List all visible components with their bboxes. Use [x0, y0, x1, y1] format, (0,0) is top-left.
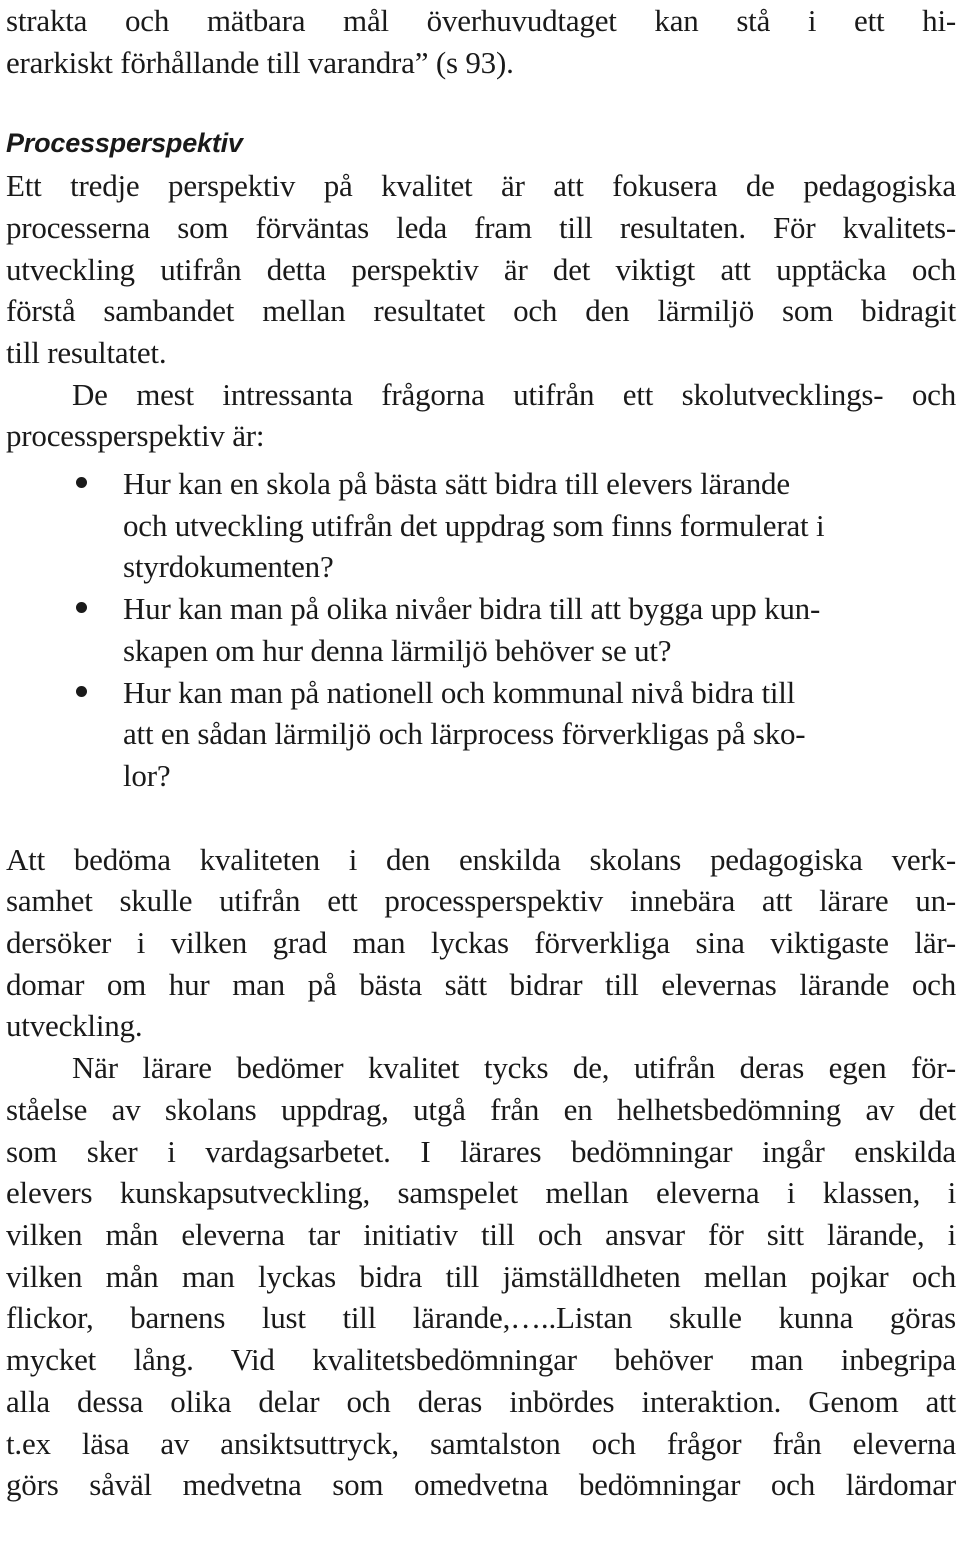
- text-line: mycket lång. Vid kvalitetsbedömningar behöver man inbegripa: [6, 1342, 956, 1378]
- questions-list: [6, 463, 956, 797]
- text-line: till resultatet.: [6, 334, 167, 370]
- text-line: utveckling.: [6, 1008, 143, 1044]
- section-heading: Processperspektiv: [6, 128, 243, 159]
- text-line: som sker i vardagsarbetet. I lärares bedömningar ingår enskilda: [6, 1133, 956, 1169]
- list-item: [6, 672, 956, 797]
- text-line: samhet skulle utifrån ett processperspektiv innebära att lärare un-: [6, 883, 956, 919]
- bullet-icon: [76, 477, 87, 488]
- intro-paragraph: [6, 0, 956, 83]
- text-line: dersöker i vilken grad man lyckas förverkliga sina viktigaste lär-: [6, 925, 956, 961]
- text-line: ståelse av skolans uppdrag, utgå från en helhetsbedömning av det: [6, 1091, 956, 1127]
- list-item: [6, 588, 956, 671]
- text-line: flickor, barnens lust till lärande,…..Listan skulle kunna göras: [6, 1300, 956, 1336]
- text-line: elevers kunskapsutveckling, samspelet mellan eleverna i klassen, i: [6, 1175, 956, 1211]
- text-line: domar om hur man på bästa sätt bidrar till elevernas lärande och: [6, 966, 956, 1002]
- text-line: förstå sambandet mellan resultatet och den lärmiljö som bidragit: [6, 293, 956, 329]
- text-line: Hur kan en skola på bästa sätt bidra till elevers lärande: [123, 466, 790, 502]
- document-page: [6, 0, 956, 1506]
- paragraph-process-perspective: [6, 165, 956, 374]
- spacer: [6, 83, 956, 123]
- text-line: De mest intressanta frågorna utifrån ett skolutvecklings- och: [72, 376, 956, 412]
- text-line: utveckling utifrån detta perspektiv är det viktigt att upptäcka och: [6, 251, 956, 287]
- bullet-icon: [76, 686, 87, 697]
- text-line: processperspektiv är:: [6, 418, 265, 454]
- text-line: strakta och mätbara mål överhuvudtaget kan stå i ett hi-: [6, 3, 956, 38]
- text-line: görs såväl medvetna som omedvetna bedömningar och lärdomar: [6, 1467, 956, 1503]
- text-line: styrdokumenten?: [123, 549, 334, 585]
- text-line: När lärare bedömer kvalitet tycks de, utifrån deras egen för-: [72, 1050, 956, 1086]
- text-line: t.ex läsa av ansiktsuttryck, samtalston och frågor från eleverna: [6, 1425, 956, 1461]
- text-line: och utveckling utifrån det uppdrag som finns formulerat i: [123, 507, 825, 543]
- spacer: [6, 797, 956, 839]
- text-line: vilken mån man lyckas bidra till jämställdheten mellan pojkar och: [6, 1258, 956, 1294]
- text-line: erarkiskt förhållande till varandra” (s 93).: [6, 44, 514, 80]
- text-line: att en sådan lärmiljö och lärprocess förverkligas på sko-: [123, 716, 806, 752]
- paragraph-assessment: [6, 839, 956, 1048]
- text-line: vilken mån eleverna tar initiativ till och ansvar för sitt lärande, i: [6, 1216, 956, 1252]
- paragraph-teacher-judgement: [6, 1047, 956, 1506]
- bullet-icon: [76, 602, 87, 613]
- paragraph-questions-intro: [6, 374, 956, 457]
- text-line: Ett tredje perspektiv på kvalitet är att fokusera de pedagogiska: [6, 168, 956, 204]
- text-line: Hur kan man på nationell och kommunal nivå bidra till: [123, 674, 796, 710]
- text-line: Att bedöma kvaliteten i den enskilda skolans pedagogiska verk-: [6, 841, 956, 877]
- text-line: Hur kan man på olika nivåer bidra till att bygga upp kun-: [123, 591, 821, 627]
- text-line: alla dessa olika delar och deras inbördes interaktion. Genom att: [6, 1383, 956, 1419]
- list-item: [6, 463, 956, 588]
- text-line: processerna som förväntas leda fram till resultaten. För kvalitets-: [6, 209, 956, 245]
- text-line: lor?: [123, 757, 171, 793]
- text-line: skapen om hur denna lärmiljö behöver se ut?: [123, 632, 672, 668]
